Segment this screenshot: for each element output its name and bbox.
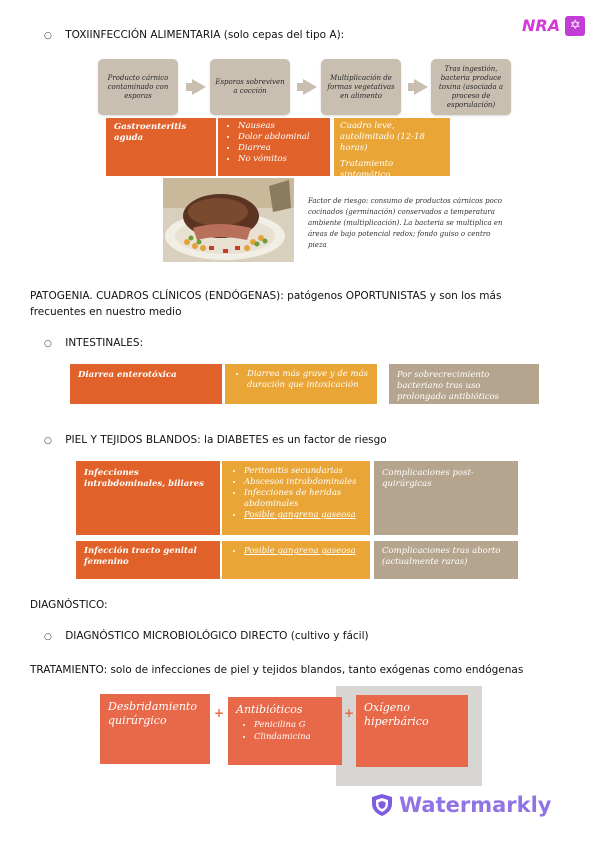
patogenia-line-1: PATOGENIA. CUADROS CLÍNICOS (ENDÓGENAS): patógenos OPORTUNISTAS y son los más (30, 290, 502, 302)
meat-dish-photo (163, 178, 294, 262)
logo-text: NRA (522, 16, 561, 35)
intrabdominal-label-cell (76, 461, 220, 535)
genital-note-cell (374, 541, 518, 579)
watermark (371, 792, 552, 818)
toxi-title-row (44, 28, 344, 43)
symptoms-cell (218, 118, 330, 176)
shield-icon (371, 793, 393, 817)
step-4-text: Tras ingestión, bacteria produce toxina (asociada a proceso de esporulación) (438, 64, 504, 109)
piel-title: PIEL Y TEJIDOS BLANDOS: la DIABETES es un factor de riesgo (65, 434, 387, 446)
watermark-text: Watermarkly (399, 793, 552, 817)
list-item: • Posible gangrena gaseosa (244, 546, 362, 557)
meat-dish-illustration (163, 178, 294, 262)
oxigeno-box (356, 695, 468, 767)
list-item: • Infecciones de heridas abdominales (244, 488, 362, 510)
desbridamiento-text: Desbridamiento quirúrgico (108, 700, 197, 727)
genital-label: Infección tracto genital femenino (84, 546, 197, 567)
star-of-david-icon: ✡ (565, 16, 585, 36)
arrow-3-icon (408, 79, 428, 95)
list-item: • Nauseas (238, 121, 324, 132)
diarrea-enterotoxica-label: Diarrea enterotóxica (78, 370, 177, 380)
course-line-2: Tratamiento sintomático (340, 159, 394, 180)
intestinales-list (233, 369, 369, 391)
plus-icon: + (344, 706, 355, 720)
genital-label-cell (76, 541, 220, 579)
intestinales-title: INTESTINALES: (65, 337, 144, 349)
intrabdominal-note-cell (374, 461, 518, 535)
gastro-label: Gastroenteritis aguda (114, 122, 187, 143)
antibioticos-box (228, 697, 342, 765)
desbridamiento-box (100, 694, 210, 764)
list-item: • No vómitos (238, 154, 324, 165)
genital-items-cell (222, 541, 370, 579)
list-item: • Clindamicina (254, 731, 334, 743)
step-1-box (98, 59, 178, 115)
intrabdominal-label: Infecciones intrabdominales, biliares (84, 468, 204, 489)
diagnostico-title: DIAGNÓSTICO: (30, 599, 108, 611)
hollow-bullet-icon: ○ (44, 339, 52, 349)
list-item: • Diarrea más grave y de más duración que intoxicación (247, 369, 369, 391)
list-item: • Dolor abdominal (238, 132, 324, 143)
plus-icon: + (214, 706, 225, 720)
list-item: • Penicilina G (254, 719, 334, 731)
intrabdominal-note: Complicaciones post-quirúrgicas (382, 468, 474, 489)
arrow-1-icon (186, 79, 206, 95)
antibioticos-list (236, 719, 334, 743)
toxi-title: TOXIINFECCIÓN ALIMENTARIA (solo cepas del tipo A): (65, 29, 345, 41)
genital-list (230, 546, 362, 557)
diagnostico-item: DIAGNÓSTICO MICROBIOLÓGICO DIRECTO (cultivo y fácil) (65, 630, 369, 642)
intestinales-col-3 (389, 364, 539, 404)
oxigeno-text: Oxígeno hiperbárico (364, 701, 429, 728)
intestinales-note: Por sobrecrecimiento bacteriano tras uso prolongado antibióticos (397, 370, 500, 402)
nra-logo (522, 16, 588, 38)
arrow-2-icon (297, 79, 317, 95)
step-1-text: Producto cárnico contaminado con esporas (107, 73, 169, 100)
step-2-text: Esporas sobreviven a cocción (215, 78, 285, 95)
intrabdominal-items-cell (222, 461, 370, 535)
intestinales-col-1 (70, 364, 222, 404)
hollow-bullet-icon: ○ (44, 436, 52, 446)
hollow-bullet-icon: ○ (44, 31, 52, 41)
course-cell (334, 118, 450, 180)
step-2-box (210, 59, 290, 115)
symptoms-list (224, 121, 324, 165)
intestinales-col-2 (225, 364, 377, 404)
risk-factor-text: Factor de riesgo: consumo de productos cárnicos poco cocinados (germinación) conservados a temperatura ambiente (multiplicación). La bacteria se multiplica en áreas de bajo potencial redox; fondo guiso o centro pieza (308, 197, 503, 249)
step-3-box (321, 59, 401, 115)
list-item: • Diarrea (238, 143, 324, 154)
hollow-bullet-icon: ○ (44, 632, 52, 642)
intestinales-title-row (44, 336, 143, 351)
step-3-text: Multiplicación de formas vegetativas en alimento (327, 73, 395, 100)
course-line-1: Cuadro leve, autolimitado (12-18 horas) (340, 121, 425, 153)
piel-title-row (44, 433, 387, 448)
step-4-box (431, 59, 511, 115)
intrabdominal-list (230, 466, 362, 521)
genital-note: Complicaciones tras aborto (actualmente raras) (382, 546, 501, 567)
list-item: • Peritonitis secundarias (244, 466, 362, 477)
diagnostico-item-row (44, 629, 369, 644)
gastro-label-cell (106, 118, 216, 176)
list-item: • Abscesos intrabdominales (244, 477, 362, 488)
patogenia-line-2: frecuentes en nuestro medio (30, 306, 182, 318)
list-item: • Posible gangrena gaseosa (244, 510, 362, 521)
tratamiento-title: TRATAMIENTO: solo de infecciones de piel y tejidos blandos, tanto exógenas como endógenas (30, 664, 524, 676)
antibioticos-title: Antibióticos (236, 703, 303, 716)
